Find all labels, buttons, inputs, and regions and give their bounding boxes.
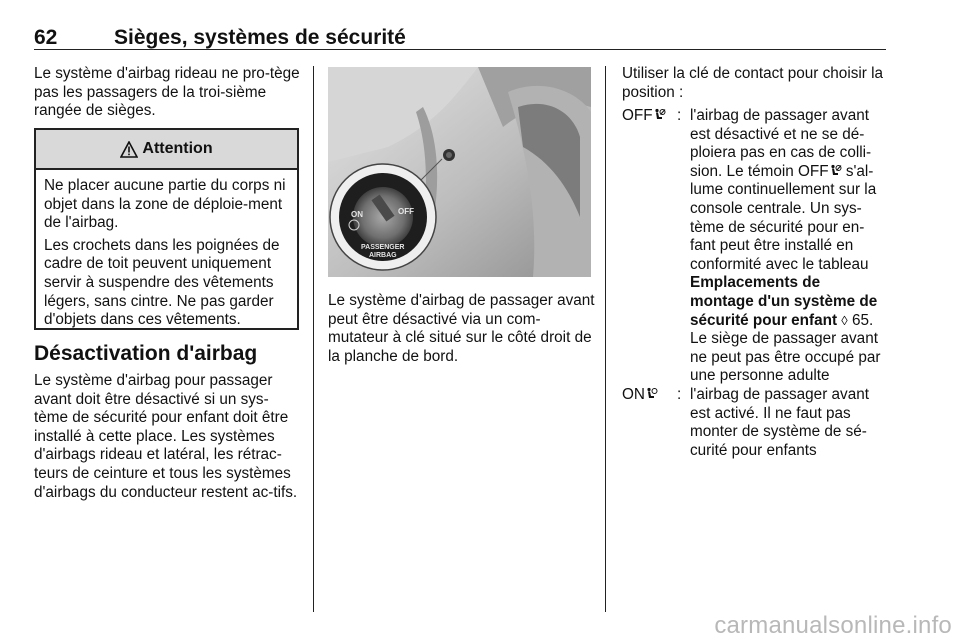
term-on — [622, 386, 678, 405]
attention-header — [36, 130, 297, 170]
table-reference-link[interactable]: Emplacements de montage d'un système de sécurité pour enfant — [690, 274, 878, 329]
watermark: carmanualsonline.info — [714, 612, 952, 639]
attention-box — [34, 128, 299, 330]
section-heading: Désactivation d'airbag — [34, 342, 258, 365]
attention-paragraph-2: Les crochets dans les poignées de cadre de toit peuvent uniquement servir à suspendre des vêtements légers, sans cintre. Ne pas garder d'objets dans ces vêtements. — [44, 236, 280, 329]
caption-paragraph: Le système d'airbag de passager avant peut être désactivé via un com-mutateur à clé situé sur le côté droit de la planche de bord. — [328, 292, 595, 365]
page-header — [34, 26, 886, 48]
definition-on-text: l'airbag de passager avant est activé. Il ne faut pas monter de système de sé-curité pour enfants — [690, 385, 869, 459]
position-intro: Utiliser la clé de contact pour choisir la position : — [622, 65, 884, 101]
col1-section-body — [34, 372, 302, 502]
dashboard-illustration — [328, 67, 591, 277]
page-reference-icon: ◊ — [841, 312, 848, 328]
airbag-off-icon — [653, 108, 666, 121]
term-on-label: ON — [622, 385, 645, 403]
airbag-off-icon — [829, 164, 842, 177]
off-text-3: . Le siège de passager avant ne peut pas être occupé par une personne adulte — [690, 311, 881, 385]
intro-paragraph: Le système d'airbag rideau ne pro-tège pas les passagers de la troi-sième rangée de sièges. — [34, 65, 300, 120]
switch-name-line2: AIRBAG — [369, 252, 397, 259]
definition-on — [622, 386, 888, 460]
attention-paragraph-1: Ne placer aucune partie du corps ni objet dans la zone de déploie-ment de l'airbag. — [44, 177, 286, 232]
col1-intro — [34, 65, 300, 121]
switch-name-line1: PASSENGER — [361, 244, 405, 251]
column-divider-1 — [313, 66, 314, 612]
switch-off-label: OFF — [398, 207, 414, 216]
definition-off — [622, 107, 888, 386]
header-rule — [34, 49, 886, 50]
photo-caption — [328, 292, 596, 366]
airbag-switch-photo — [328, 67, 591, 277]
page-number: 62 — [34, 26, 58, 49]
page-title: Sièges, systèmes de sécurité — [114, 26, 406, 49]
column-divider-2 — [605, 66, 606, 612]
colon-on: : — [677, 385, 682, 403]
warning-triangle-icon — [120, 141, 138, 158]
definition-off-text — [690, 107, 888, 386]
airbag-on-icon — [645, 387, 658, 400]
section-paragraph: Le système d'airbag pour passager avant doit être désactivé si un sys-tème de sécurité pour enfant doit être installé à cette place. Les systèmes d'airbags rideau et latéral, les rétrac-teurs de ceinture et tous les systèmes d'airbags du conducteur restent ac-tifs. — [34, 372, 298, 501]
off-text-1: l'airbag de passager avant est désactivé et ne se dé-ploiera pas en cas de colli-sion. Le témoin OFF — [690, 107, 872, 180]
position-definitions — [622, 107, 888, 460]
attention-body — [36, 170, 297, 330]
attention-title: Attention — [142, 140, 213, 157]
term-off — [622, 107, 678, 126]
switch-on-label: ON — [351, 210, 363, 219]
page-reference[interactable]: 65 — [847, 311, 869, 329]
colon-off: : — [677, 107, 682, 124]
off-text-2: s'al-lume continuellement sur la console centrale. Un sys-tème de sécurité pour en-fant peut être installé en conformité avec le tableau — [690, 162, 877, 273]
term-off-label: OFF — [622, 107, 653, 124]
col3-intro — [622, 65, 888, 102]
